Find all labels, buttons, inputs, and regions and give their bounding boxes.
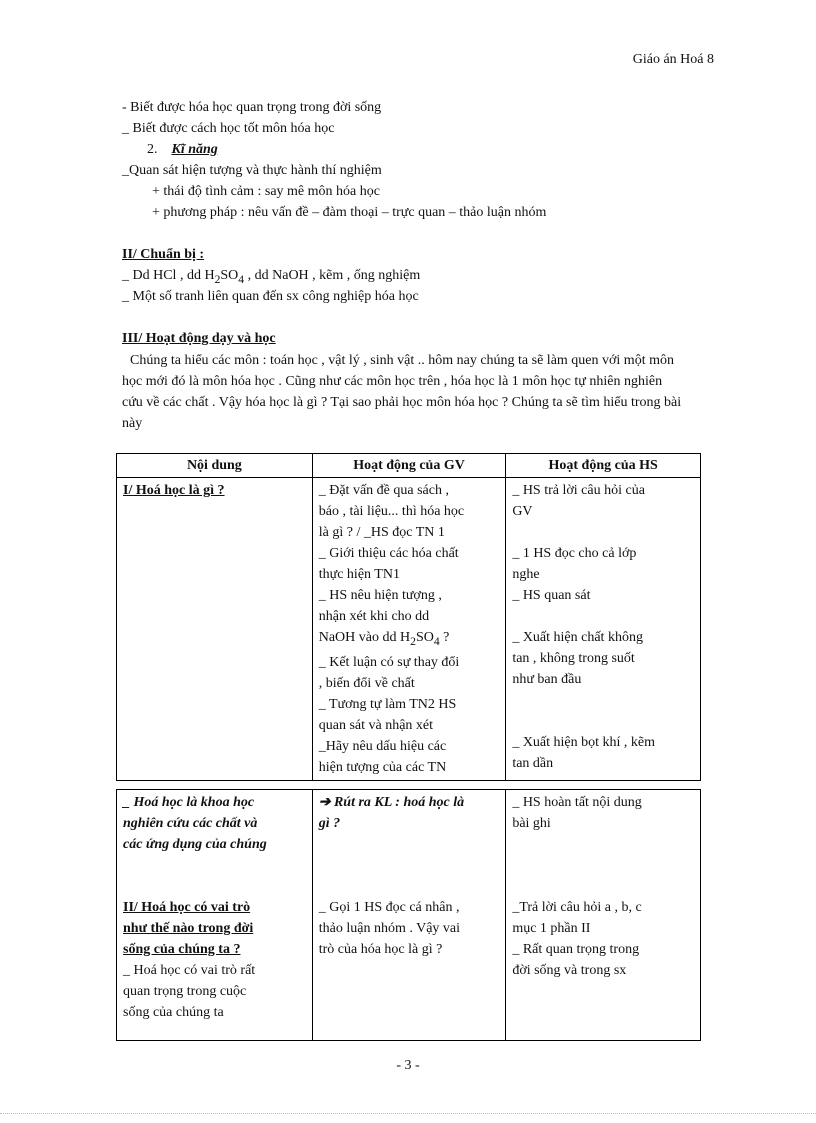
activities-paragraph: Chúng ta hiểu các môn : toán học , vật lý , sinh vật .. hôm nay chúng ta sẽ làm quen với một môn học mới đó là môn hóa học . Cũng như các môn học trên , hóa học là 1 môn học tự nhiên nghiên cứu về các chất . Vậy hóa học là gì ? Tại sao phải học môn hóa học ? Chúng ta sẽ tìm hiểu trong bài này — [122, 353, 682, 431]
content-cell — [117, 478, 313, 781]
hs-line: GV — [512, 504, 533, 519]
hs-line: _ 1 HS đọc cho cả lớp — [512, 546, 637, 561]
page-number: - 3 - — [396, 1058, 420, 1073]
conclusion-line — [319, 792, 500, 813]
spacer — [123, 876, 306, 897]
gv-formula-b: SO — [415, 630, 434, 645]
table-row — [117, 478, 701, 781]
intro-line-2: _ Biết được cách học tốt môn hóa học — [122, 121, 335, 136]
spacer — [319, 876, 500, 897]
student-cell — [506, 790, 701, 1041]
section-title-2: sống của chúng ta ? — [123, 942, 241, 957]
spacer — [512, 711, 694, 732]
gv-line: thảo luận nhóm . Vậy vai — [318, 921, 461, 936]
document-header: Giáo án Hoá 8 — [632, 52, 714, 67]
gv-formula-a: NaOH vào dd H — [318, 630, 411, 645]
prep-line-2: _ Một số tranh liên quan đến sx công nghiệp hóa học — [122, 289, 419, 304]
table-row — [117, 790, 701, 1041]
conclusion-text: Rút ra KL : hoá học là — [333, 795, 465, 810]
hs-line: mục 1 phần II — [512, 921, 591, 936]
prep-sub-4: 4 — [238, 272, 245, 286]
skills-title: Kĩ năng — [171, 142, 218, 157]
spacer — [319, 855, 500, 876]
gv-formula-line — [319, 627, 500, 652]
skills-line-3: + phương pháp : nêu vấn đề – đàm thoại – trực quan – thảo luận nhóm — [152, 205, 547, 220]
header-teacher: Hoạt động của GV — [312, 454, 506, 478]
gv-line: _ Gọi 1 HS đọc cá nhân , — [318, 900, 460, 915]
hs-line: _ Xuất hiện bọt khí , kẽm — [512, 735, 656, 750]
prep-heading: II/ Chuẩn bị : — [122, 247, 205, 262]
spacer — [512, 690, 694, 711]
spacer — [512, 876, 694, 897]
hs-line: _ Xuất hiện chất không — [512, 630, 643, 645]
section-title-2: II/ Hoá học có vai trò — [123, 900, 251, 915]
hs-line: tan , không trong suốt — [512, 651, 635, 666]
content-cell — [117, 790, 313, 1041]
hs-line: tan dần — [512, 756, 554, 771]
spacer — [512, 606, 694, 627]
hs-line: như ban đầu — [512, 672, 582, 687]
gv-line: _ Đặt vấn đề qua sách , — [318, 483, 449, 498]
gv-line: hiện tượng của các TN — [318, 759, 447, 775]
definition-line: nghiên cứu các chất và — [123, 816, 258, 831]
note-line: sống của chúng ta — [123, 1005, 224, 1020]
hs-line: bài ghi — [512, 816, 551, 831]
gv-line: , biến đổi về chất — [318, 675, 415, 691]
page-divider — [0, 1113, 816, 1114]
gv-line: thực hiện TN1 — [318, 567, 400, 582]
spacer — [319, 834, 500, 855]
note-line: _ Hoá học có vai trò rất — [123, 963, 256, 978]
hs-line: nghe — [512, 567, 540, 582]
prep-text-c: , dd NaOH , kẽm , ống nghiệm — [244, 268, 421, 283]
gv-line: _ Tương tự làm TN2 HS — [318, 696, 457, 712]
section-title-2: như thế nào trong đời — [123, 921, 254, 936]
section-title-1: I/ Hoá học là gì ? — [123, 483, 225, 498]
gv-line: nhận xét khi cho dd — [318, 609, 430, 624]
gv-line: là gì ? / _HS đọc TN 1 — [318, 525, 445, 540]
conclusion-text: gì ? — [318, 816, 341, 831]
gv-line: _ Giới thiệu các hóa chất — [318, 546, 459, 561]
teacher-cell — [312, 790, 506, 1041]
header-content: Nội dung — [117, 454, 313, 478]
gv-formula-c: ? — [439, 630, 450, 645]
gv-line: quan sát và nhận xét — [318, 717, 434, 733]
spacer — [512, 834, 694, 855]
spacer — [123, 855, 306, 876]
gv-line: _Hãy nêu dấu hiệu các — [318, 738, 447, 754]
skills-line-2: + thái độ tình cảm : say mê môn hóa học — [152, 184, 380, 199]
note-line: quan trọng trong cuộc — [123, 984, 247, 999]
hs-line: _ HS quan sát — [512, 588, 591, 603]
table-header-row — [117, 454, 701, 478]
gv-line: _ HS nêu hiện tượng , — [318, 588, 442, 603]
spacer — [512, 855, 694, 876]
prep-sub-2: 2 — [214, 272, 221, 286]
gv-line: _ Kết luận có sự thay đổi — [318, 654, 460, 670]
lesson-table-1 — [116, 453, 701, 781]
activities-heading: III/ Hoạt động dạy và học — [122, 331, 276, 346]
gv-sub-2: 2 — [410, 634, 416, 648]
hs-line: _ HS hoàn tất nội dung — [512, 795, 642, 810]
skills-heading — [147, 140, 218, 160]
header-student: Hoạt động của HS — [506, 454, 701, 478]
prep-text-b: SO — [220, 268, 239, 283]
prep-text-a: _ Dd HCl , dd H — [122, 268, 215, 283]
hs-line: _Trả lời câu hỏi a , b, c — [512, 900, 642, 915]
hs-line: đời sống và trong sx — [512, 963, 627, 978]
lesson-table-2 — [116, 789, 701, 1041]
student-cell — [506, 478, 701, 781]
arrow-icon: ➔ — [318, 795, 331, 810]
spacer — [512, 522, 694, 543]
definition-line: _ Hoá học là khoa học — [123, 795, 255, 810]
skills-line-1: _Quan sát hiện tượng và thực hành thí nghiệm — [122, 163, 382, 178]
skills-number: 2. — [147, 142, 158, 157]
gv-line: trò của hóa học là gì ? — [318, 942, 443, 957]
teacher-cell — [312, 478, 506, 781]
definition-line: các ứng dụng của chúng — [123, 837, 267, 852]
intro-line-1: - Biết được hóa học quan trọng trong đời sống — [122, 100, 382, 115]
hs-line: _ Rất quan trọng trong — [512, 942, 640, 957]
hs-line: _ HS trả lời câu hỏi của — [512, 483, 645, 498]
gv-sub-4: 4 — [433, 634, 440, 648]
gv-line: báo , tài liệu... thì hóa học — [318, 504, 465, 519]
